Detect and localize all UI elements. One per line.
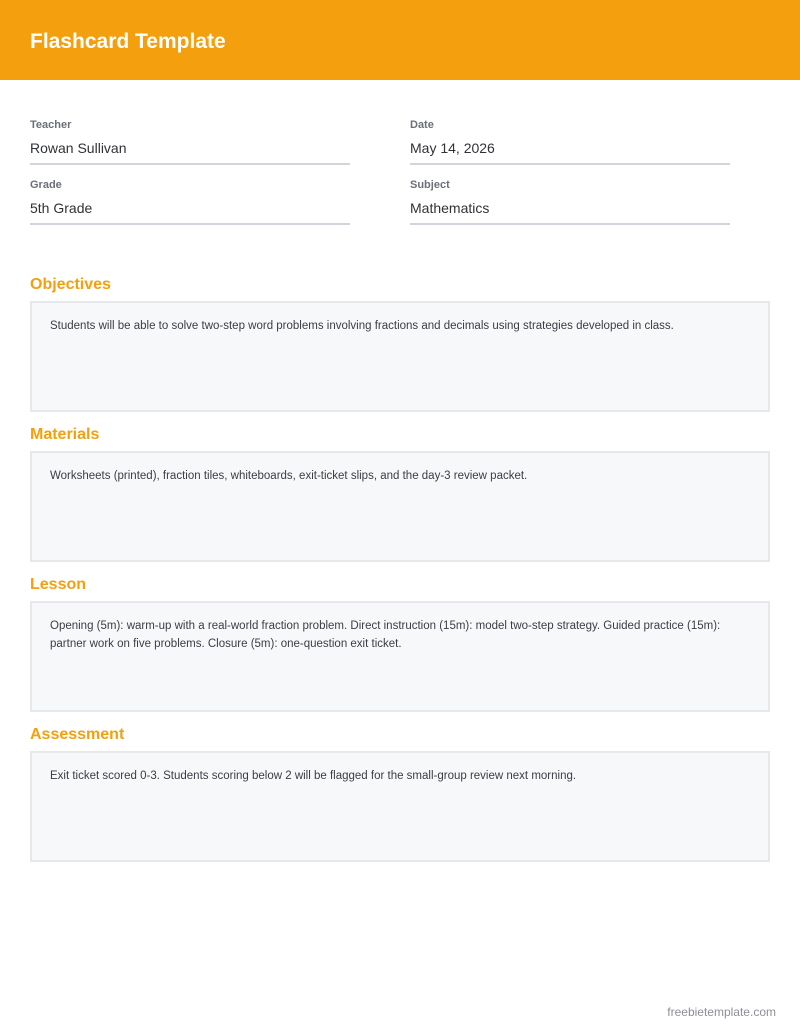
grade-label: Grade bbox=[30, 179, 62, 191]
subject-value: Mathematics bbox=[410, 200, 490, 216]
assessment-box[interactable] bbox=[30, 751, 770, 862]
materials-text: Worksheets (printed), fraction tiles, whiteboards, exit-ticket slips, and the day-3 review packet. bbox=[50, 470, 528, 482]
assessment-text: Exit ticket scored 0-3. Students scoring below 2 will be flagged for the small-group review next morning. bbox=[50, 770, 577, 782]
teacher-value: Rowan Sullivan bbox=[30, 140, 127, 156]
objectives-box[interactable] bbox=[30, 301, 770, 412]
lesson-heading: Lesson bbox=[30, 576, 87, 593]
objectives-text: Students will be able to solve two-step word problems involving fractions and decimals using strategies developed in class. bbox=[50, 320, 674, 332]
teacher-label: Teacher bbox=[30, 119, 72, 131]
materials-heading: Materials bbox=[30, 426, 100, 443]
header-bar bbox=[0, 0, 800, 80]
materials-box[interactable] bbox=[30, 451, 770, 562]
objectives-heading: Objectives bbox=[30, 276, 111, 293]
footer-credit: freebietemplate.com bbox=[667, 1005, 776, 1019]
subject-label: Subject bbox=[410, 179, 450, 191]
page-title: Flashcard Template bbox=[30, 30, 226, 53]
date-field[interactable] bbox=[410, 118, 730, 165]
subject-field[interactable] bbox=[410, 178, 730, 225]
assessment-heading: Assessment bbox=[30, 726, 125, 743]
teacher-field[interactable] bbox=[30, 118, 350, 165]
date-label: Date bbox=[410, 119, 434, 131]
lesson-text: Opening (5m): warm-up with a real-world fraction problem. Direct instruction (15m): model two-step strategy. Guided practice (15m): partner work on five problems. Closure (5m): one-question exit ticket. bbox=[50, 620, 721, 650]
grade-field[interactable] bbox=[30, 178, 350, 225]
grade-value: 5th Grade bbox=[30, 200, 93, 216]
date-value: May 14, 2026 bbox=[410, 140, 495, 156]
lesson-box[interactable] bbox=[30, 601, 770, 712]
